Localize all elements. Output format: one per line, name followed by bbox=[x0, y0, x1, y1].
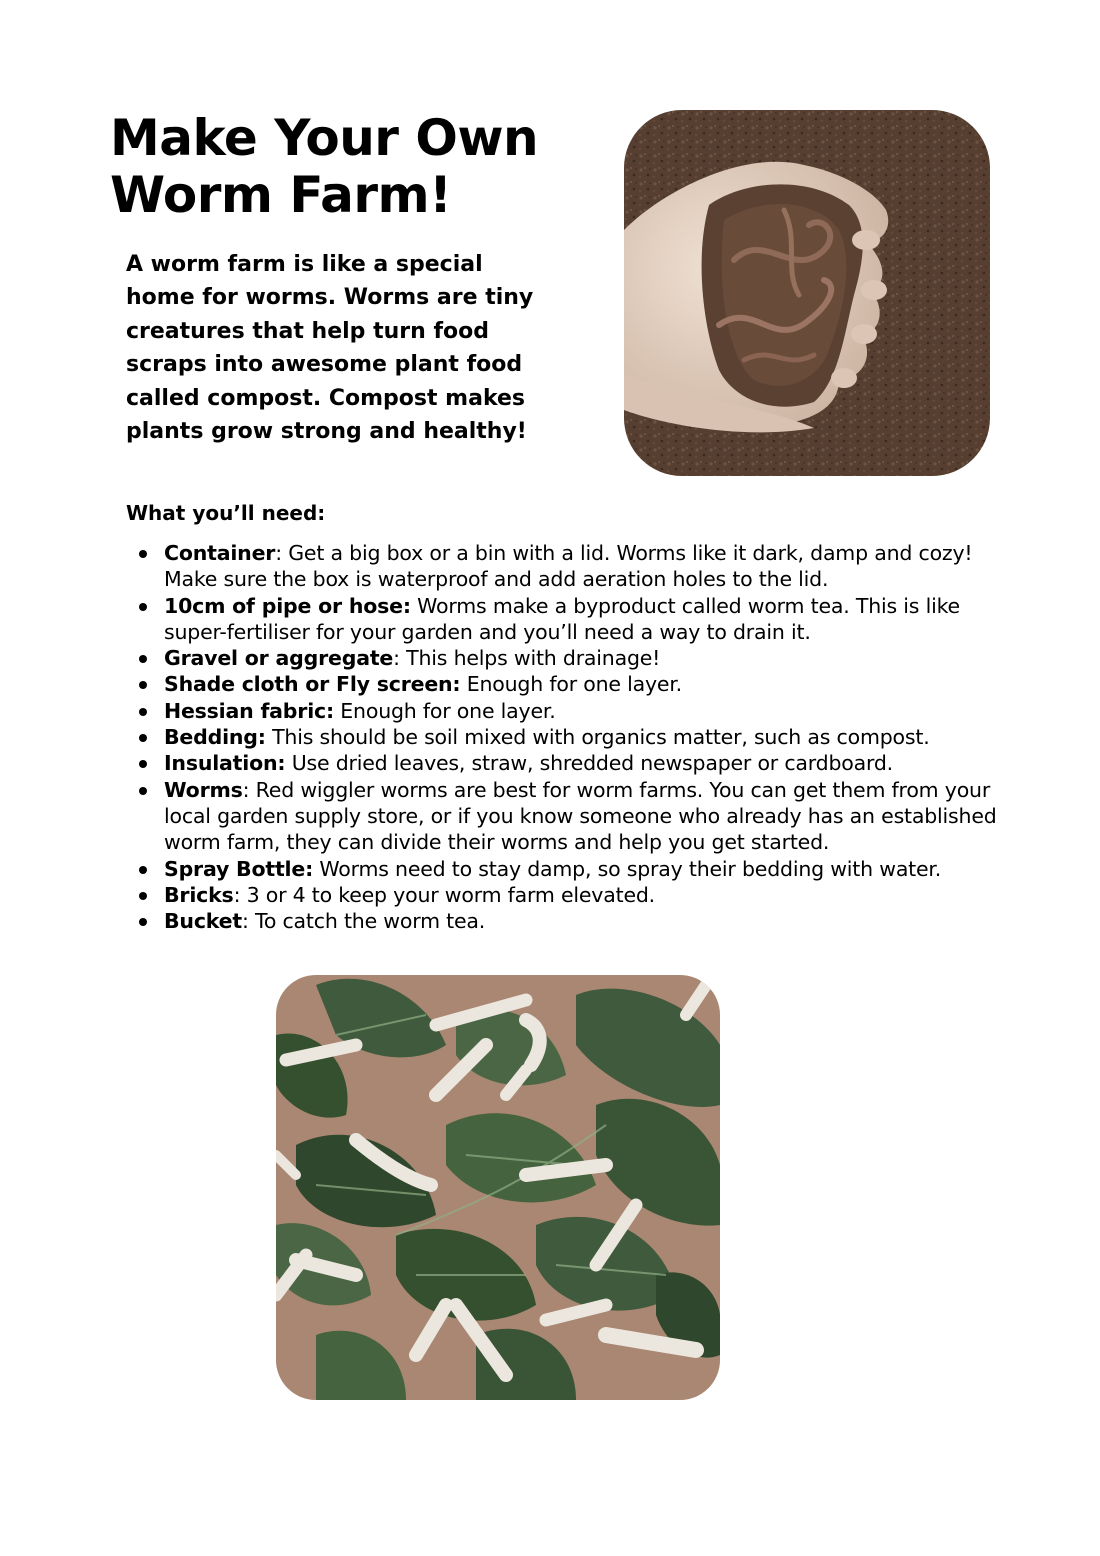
bullet-icon bbox=[139, 655, 147, 663]
bullet-icon bbox=[139, 892, 147, 900]
item-description: : 3 or 4 to keep your worm farm elevated. bbox=[233, 882, 655, 907]
item-description: Worms need to stay damp, so spray their bedding with water. bbox=[313, 856, 942, 881]
supplies-list-item bbox=[126, 908, 1006, 934]
bullet-icon bbox=[139, 787, 147, 795]
supplies-list-item bbox=[126, 882, 1006, 908]
supplies-list-item bbox=[126, 671, 1006, 697]
item-description: Use dried leaves, straw, shredded newspaper or cardboard. bbox=[285, 751, 893, 776]
item-description: Enough for one layer. bbox=[460, 672, 682, 697]
supplies-list-item bbox=[126, 645, 1006, 671]
item-description: Worms make a byproduct called worm tea. This is like super-fertiliser for your garden and you’ll need a way to drain it. bbox=[164, 593, 960, 644]
bullet-icon bbox=[139, 760, 147, 768]
item-description: : Red wiggler worms are best for worm farms. You can get them from your local garden supply store, or if you know someone who already has an established worm farm, they can divide their worms and help you get started. bbox=[164, 777, 997, 855]
item-term: Shade cloth or Fly screen: bbox=[164, 672, 461, 697]
supplies-list-item bbox=[126, 540, 1006, 593]
item-term: Hessian fabric: bbox=[164, 698, 334, 723]
item-term: 10cm of pipe or hose: bbox=[164, 593, 411, 618]
item-term: Worms bbox=[164, 777, 243, 802]
item-term: Insulation: bbox=[164, 751, 286, 776]
bullet-icon bbox=[139, 550, 147, 558]
item-description: : To catch the worm tea. bbox=[241, 909, 486, 934]
bullet-icon bbox=[139, 708, 147, 716]
supplies-list-item bbox=[126, 724, 1006, 750]
intro-paragraph: A worm farm is like a special home for worms. Worms are tiny creatures that help turn food scraps into awesome plant food called compost. Compost makes plants grow strong and healthy! bbox=[126, 252, 534, 445]
supplies-list bbox=[126, 540, 1006, 934]
item-term: Bedding: bbox=[164, 725, 266, 750]
bullet-icon bbox=[139, 603, 147, 611]
item-description: This should be soil mixed with organics matter, such as compost. bbox=[265, 725, 930, 750]
item-description: : This helps with drainage! bbox=[393, 646, 661, 671]
bullet-icon bbox=[139, 918, 147, 926]
item-term: Bucket bbox=[164, 909, 242, 934]
item-term: Gravel or aggregate bbox=[164, 646, 394, 671]
silkworms-on-leaves-photo bbox=[276, 975, 720, 1400]
item-term: Spray Bottle: bbox=[164, 856, 314, 881]
item-term: Bricks bbox=[164, 882, 234, 907]
bullet-icon bbox=[139, 866, 147, 874]
supplies-list-item bbox=[126, 750, 1006, 776]
item-description: Enough for one layer. bbox=[333, 698, 556, 723]
what-youll-need-heading: What you’ll need: bbox=[126, 501, 326, 525]
supplies-list-item bbox=[126, 856, 1006, 882]
bullet-icon bbox=[139, 681, 147, 689]
item-term: Container bbox=[164, 541, 276, 565]
page-title: Make Your Own Worm Farm! bbox=[110, 109, 539, 224]
supplies-list-item bbox=[126, 593, 1006, 646]
supplies-list-item bbox=[126, 777, 1006, 856]
supplies-list-item bbox=[126, 698, 1006, 724]
hands-holding-soil-with-worms-photo bbox=[624, 110, 990, 476]
bullet-icon bbox=[139, 734, 147, 742]
item-description: : Get a big box or a bin with a lid. Worms like it dark, damp and cozy! Make sure the box is waterproof and add aeration holes to the lid. bbox=[164, 541, 973, 592]
